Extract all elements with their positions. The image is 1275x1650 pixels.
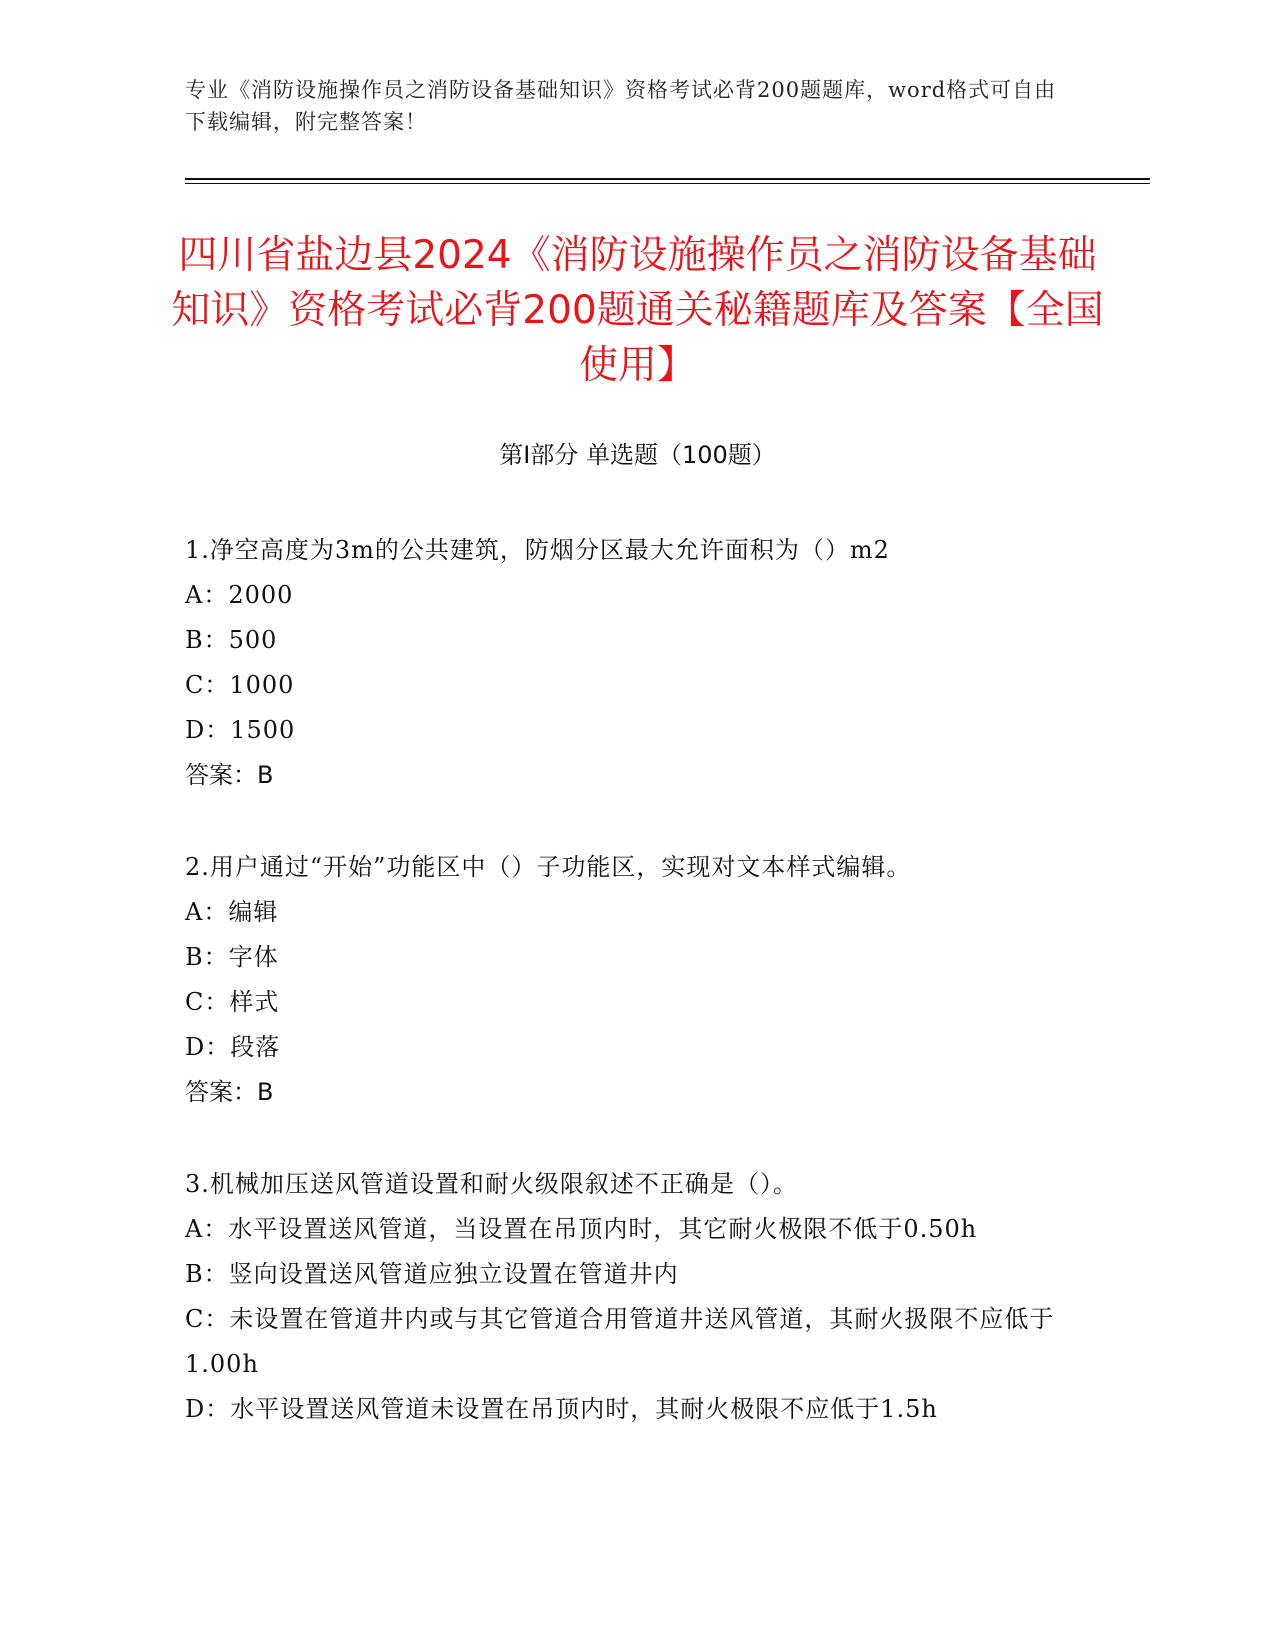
- option-a: A：水平设置送风管道，当设置在吊顶内时，其它耐火极限不低于0.50h: [185, 1215, 978, 1243]
- option-b: B：字体: [185, 943, 279, 971]
- option-d: D：段落: [185, 1033, 281, 1061]
- option-b: B：竖向设置送风管道应独立设置在管道井内: [185, 1260, 679, 1288]
- question-2: [185, 845, 1085, 1115]
- option-c: C：1000: [185, 671, 295, 699]
- answer-line: 答案：B: [185, 761, 274, 789]
- question-stem: 2.用户通过“开始”功能区中（）子功能区，实现对文本样式编辑。: [185, 853, 912, 881]
- header-divider-thin: [185, 183, 1150, 184]
- question-stem: 1.净空高度为3m的公共建筑，防烟分区最大允许面积为（）m2: [185, 536, 890, 564]
- option-a: A：2000: [185, 581, 294, 609]
- option-d: D：1500: [185, 716, 296, 744]
- option-a: A：编辑: [185, 898, 279, 926]
- header-divider-thick: [185, 178, 1150, 180]
- answer-line: 答案：B: [185, 1078, 274, 1106]
- question-3: [185, 1162, 1085, 1432]
- option-c: C：样式: [185, 988, 280, 1016]
- question-1: [185, 528, 1085, 798]
- header-note: 专业《消防设施操作员之消防设备基础知识》资格考试必背200题题库，word格式可自由下载编辑，附完整答案！: [185, 78, 1057, 134]
- section-title: 第Ⅰ部分 单选题（100题）: [499, 441, 776, 469]
- option-c: C：未设置在管道井内或与其它管道合用管道井送风管道，其耐火扱限不应低于1.00h: [185, 1305, 1055, 1378]
- option-d: D：水平设置送风管道未设置在吊顶内时，其耐火极限不应低于1.5h: [185, 1395, 938, 1423]
- option-b: B：500: [185, 626, 278, 654]
- question-stem: 3.机械加压送风管道设置和耐火级限叙述不正确是（）。: [185, 1170, 798, 1198]
- document-title: 四川省盐边县2024《消防设施操作员之消防设备基础知识》资格考试必背200题通关秘籍题库及答案【全国使用】: [171, 233, 1104, 388]
- question-list: [185, 528, 1085, 1479]
